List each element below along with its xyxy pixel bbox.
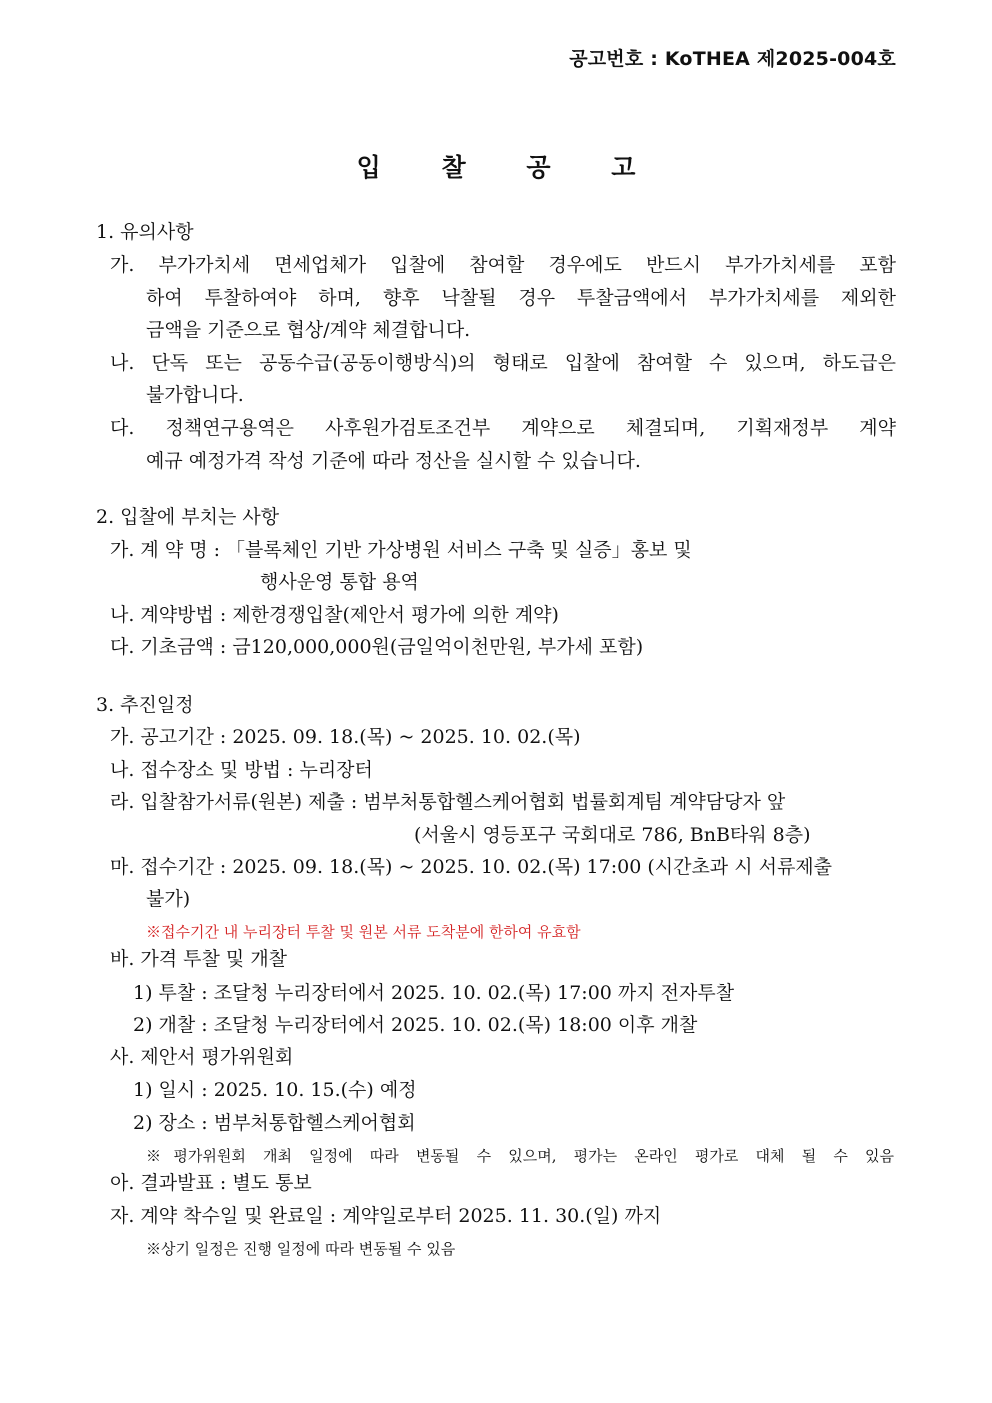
receipt-period-line-1: 마. 접수기간 : 2025. 09. 18.(목) ~ 2025. 10. 02.(목) 17:00 (시간초과 시 서류제출 xyxy=(110,856,833,878)
contract-method: 나. 계약방법 : 제한경쟁입찰(제안서 평가에 의한 계약) xyxy=(110,604,559,626)
result-announcement: 아. 결과발표 : 별도 통보 xyxy=(110,1172,312,1194)
section-1-item-da-line-1: 다. 정책연구용역은 사후원가검토조건부 계약으로 체결되며, 기획재정부 계약 xyxy=(110,417,896,439)
section-1-item-da-line-2: 예규 예정가격 작성 기준에 따라 정산을 실시할 수 있습니다. xyxy=(146,450,641,472)
bidding-item-1: 1) 투찰 : 조달청 누리장터에서 2025. 10. 02.(목) 17:00 까지 전자투찰 xyxy=(133,982,735,1004)
section-1-heading: 1. 유의사항 xyxy=(96,221,194,243)
document-submission-line-1: 라. 입찰참가서류(원본) 제출 : 범부처통합헬스케어협회 법률회계팀 계약담당자 앞 xyxy=(110,791,786,813)
section-1-item-na-line-2: 불가합니다. xyxy=(146,384,244,406)
contract-name-line-2: 행사운영 통합 용역 xyxy=(260,571,419,593)
receipt-place-method: 나. 접수장소 및 방법 : 누리장터 xyxy=(110,759,373,781)
committee-heading: 사. 제안서 평가위원회 xyxy=(110,1046,294,1068)
document-submission-line-2: (서울시 영등포구 국회대로 786, BnB타워 8층) xyxy=(414,824,811,846)
base-amount: 다. 기초금액 : 금120,000,000원(금일억이천만원, 부가세 포함) xyxy=(110,636,644,658)
committee-item-1: 1) 일시 : 2025. 10. 15.(수) 예정 xyxy=(133,1079,417,1101)
bidding-heading: 바. 가격 투찰 및 개찰 xyxy=(110,948,288,970)
section-1-item-ga-line-3: 금액을 기준으로 협상/계약 체결합니다. xyxy=(146,319,471,341)
contract-name-line-1: 가. 계 약 명 : 「블록체인 기반 가상병원 서비스 구축 및 실증」홍보 및 xyxy=(110,539,692,561)
section-1-item-na-line-1: 나. 단독 또는 공동수급(공동이행방식)의 형태로 입찰에 참여할 수 있으며, 하도급은 xyxy=(110,352,896,374)
section-1-item-ga-line-2: 하여 투찰하여야 하며, 향후 낙찰될 경우 투찰금액에서 부가가치세를 제외한 xyxy=(146,287,896,309)
contract-period: 자. 계약 착수일 및 완료일 : 계약일로부터 2025. 11. 30.(일) 까지 xyxy=(110,1205,662,1227)
section-2-heading: 2. 입찰에 부치는 사항 xyxy=(96,506,280,528)
bidding-item-2: 2) 개찰 : 조달청 누리장터에서 2025. 10. 02.(목) 18:00 이후 개찰 xyxy=(133,1014,698,1036)
committee-item-2: 2) 장소 : 범부처통합헬스케어협회 xyxy=(133,1112,416,1134)
receipt-period-line-2: 불가) xyxy=(146,888,191,910)
receipt-note: ※접수기간 내 누리장터 투찰 및 원본 서류 도착분에 한하여 유효함 xyxy=(146,923,581,941)
notice-number: 공고번호 : KoTHEA 제2025-004호 xyxy=(569,48,896,70)
section-1-item-ga-line-1: 가. 부가가치세 면세업체가 입찰에 참여할 경우에도 반드시 부가가치세를 포함 xyxy=(110,254,896,276)
document-title: 입 찰 공 고 xyxy=(356,153,662,182)
notice-period: 가. 공고기간 : 2025. 09. 18.(목) ~ 2025. 10. 02.(목) xyxy=(110,726,581,748)
committee-note: ※평가위원회 개최 일정에 따라 변동될 수 있으며, 평가는 온라인 평가로 대체 될 수 있음 xyxy=(146,1147,894,1165)
schedule-note: ※상기 일정은 진행 일정에 따라 변동될 수 있음 xyxy=(146,1240,456,1258)
section-3-heading: 3. 추진일정 xyxy=(96,694,194,716)
